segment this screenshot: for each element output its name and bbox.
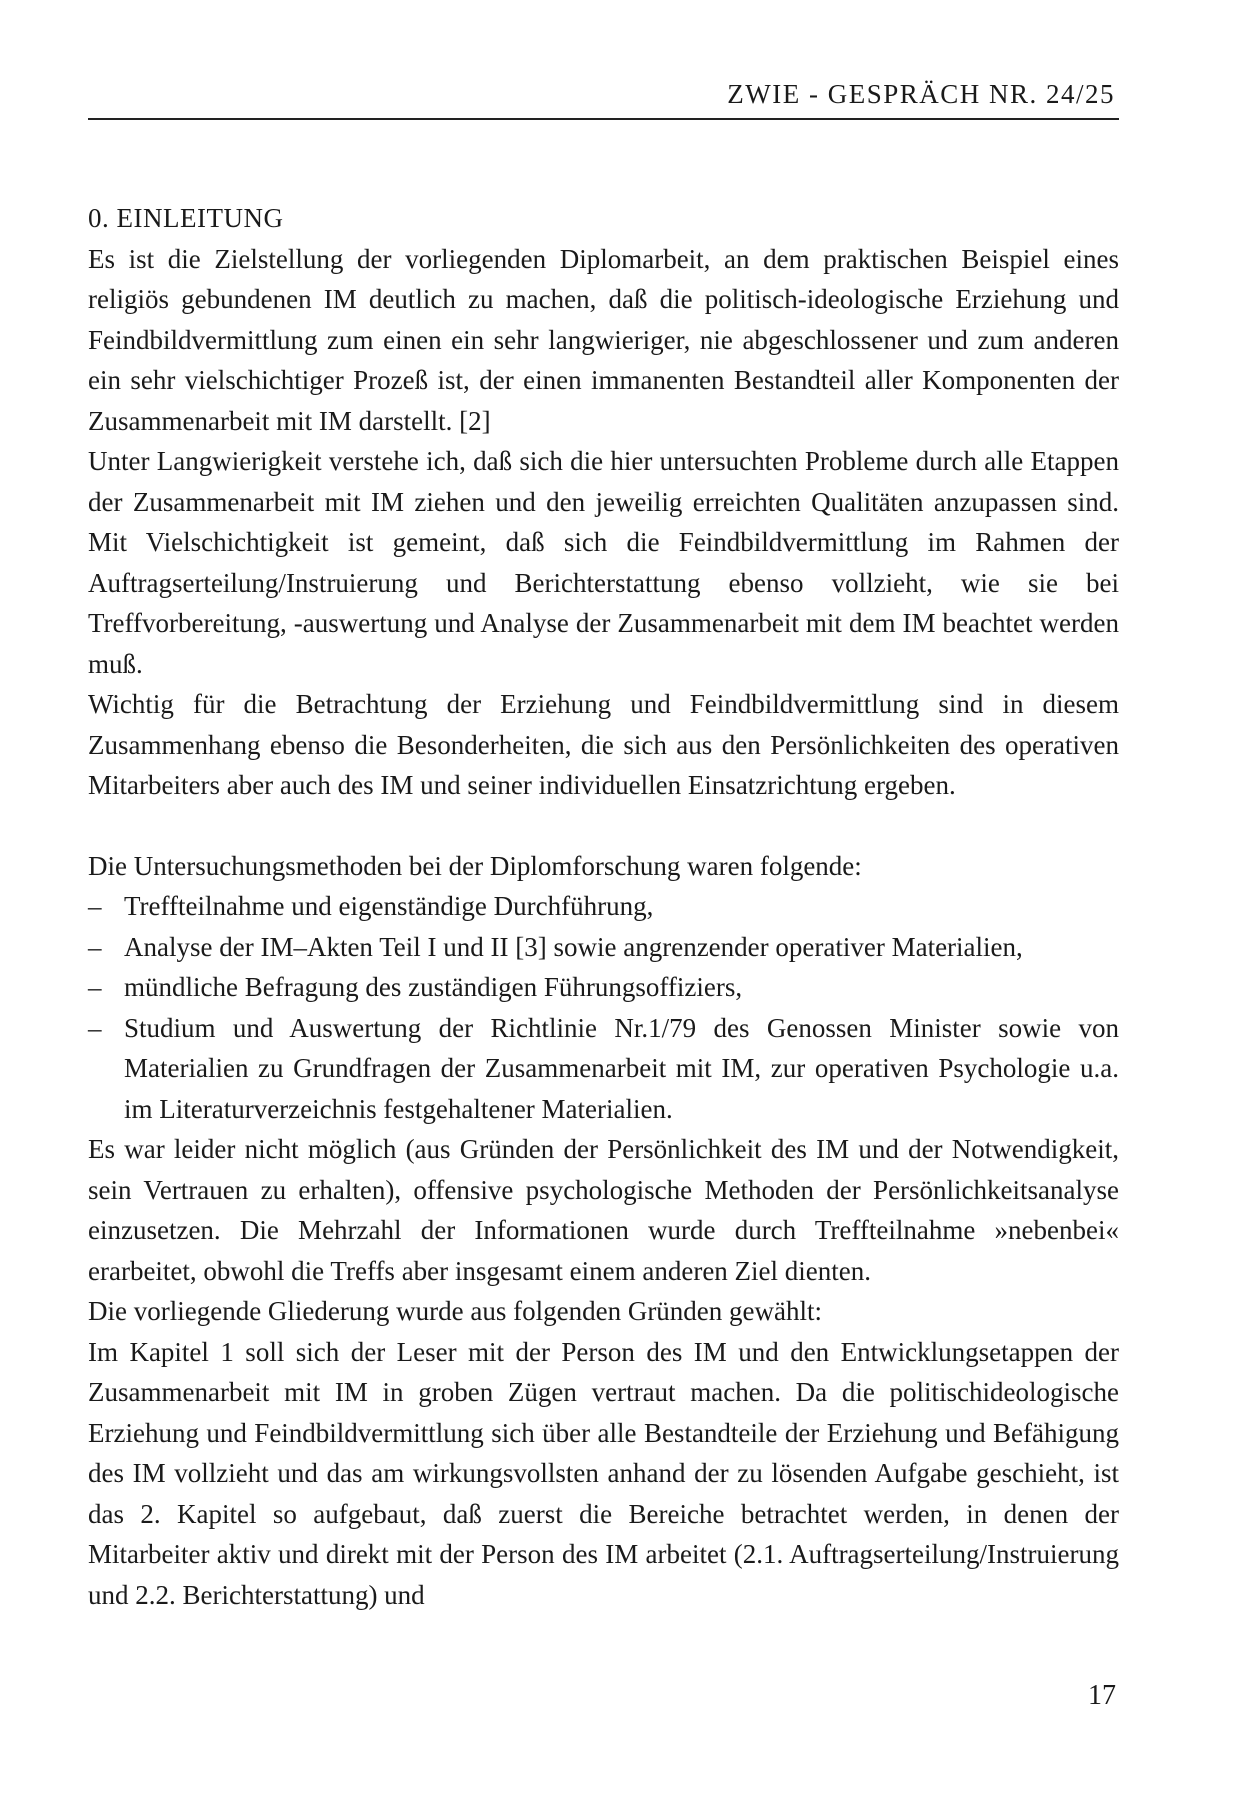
methods-intro: Die Untersuchungsmethoden bei der Diplomforschung waren folgende: [88, 850, 862, 881]
list-item [88, 927, 1119, 968]
running-header [88, 70, 1119, 120]
list-dash: – [88, 972, 102, 1002]
list-item [88, 886, 1119, 927]
list-item-text: Treffteilnahme und eigenständige Durchführung, [124, 891, 654, 921]
paragraph: Es war leider nicht möglich (aus Gründen der Persönlichkeit des IM und der Notwendigkeit, sein Vertrauen zu erhalten), offensive psychologische Methoden der Persönlichkeitsanalyse einzusetzen. Die Mehrzahl der Informationen wurde durch Treffteilnahme »nebenbei« erarbeitet, obwohl die Treffs aber insgesamt einem anderen Ziel dienten. [88, 1134, 1119, 1286]
methods-list [88, 886, 1119, 1129]
page-number: 17 [1088, 1680, 1116, 1711]
list-dash: – [88, 891, 102, 921]
list-item-text: Studium und Auswertung der Richtlinie Nr.1/79 des Genossen Minister sowie von Materialien zu Grundfragen der Zusammenarbeit mit IM, zur operativen Psychologie u.a. im Literaturverzeichnis festgehaltener Materialien. [124, 1012, 1119, 1124]
paragraph: Im Kapitel 1 soll sich der Leser mit der Person des IM und den Entwicklungsetappen der Zusammenarbeit mit IM in groben Zügen vertraut machen. Da die politischideologische Erziehung und Feindbildvermittlung sich über alle Bestandteile der Erziehung und Befähigung des IM vollzieht und das am wirkungsvollsten anhand der zu lösenden Aufgabe geschieht, ist das 2. Kapitel so aufgebaut, daß zuerst die Bereiche betrachtet werden, in denen der Mitarbeiter aktiv und direkt mit der Person des IM arbeitet (2.1. Auftragserteilung/Instruierung und 2.2. Berichterstattung) und [88, 1336, 1119, 1610]
page-body [88, 198, 1119, 1615]
list-item-text: mündliche Befragung des zuständigen Führungsoffiziers, [124, 972, 743, 1002]
paragraph: Die vorliegende Gliederung wurde aus folgenden Gründen gewählt: [88, 1296, 823, 1326]
paragraph: Wichtig für die Betrachtung der Erziehung und Feindbildvermittlung sind in diesem Zusammenhang ebenso die Besonderheiten, die sich aus den Persönlichkeiten des operativen Mitarbeiters aber auch des IM und seiner individuellen Einsatzrichtung ergeben. [88, 689, 1119, 800]
running-title: ZWIE - GESPRÄCH NR. 24/25 [727, 79, 1115, 109]
list-item [88, 1008, 1119, 1130]
list-dash: – [88, 931, 102, 962]
paragraph: Es ist die Zielstellung der vorliegenden Diplomarbeit, an dem praktischen Beispiel eines religiös gebundenen IM deutlich zu machen, daß die politisch-ideologische Erziehung und Feindbildvermittlung zum einen ein sehr langwieriger, nie abgeschlossener und zum anderen ein sehr vielschichtiger Prozeß ist, der einen immanenten Bestandteil aller Komponenten der Zusammenarbeit mit IM darstellt. [2] [88, 243, 1119, 436]
list-item-text: Analyse der IM–Akten Teil I und II [3] sowie angrenzender operativer Materialien, [124, 931, 1023, 962]
list-item [88, 967, 1119, 1008]
paragraph: Unter Langwierigkeit verstehe ich, daß sich die hier untersuchten Probleme durch alle Etappen der Zusammenarbeit mit IM ziehen und den jeweilig erreichten Qualitäten anzupassen sind. Mit Vielschichtigkeit ist gemeint, daß sich die Feindbildvermittlung im Rahmen der Auftragserteilung/Instruierung und Berichterstattung ebenso vollzieht, wie sie bei Treffvorbereitung, -auswertung und Analyse der Zusammenarbeit mit dem IM beachtet werden muß. [88, 446, 1119, 679]
paragraph-spacer [88, 806, 1119, 846]
section-heading: 0. EINLEITUNG [88, 203, 284, 233]
list-dash: – [88, 1012, 102, 1043]
